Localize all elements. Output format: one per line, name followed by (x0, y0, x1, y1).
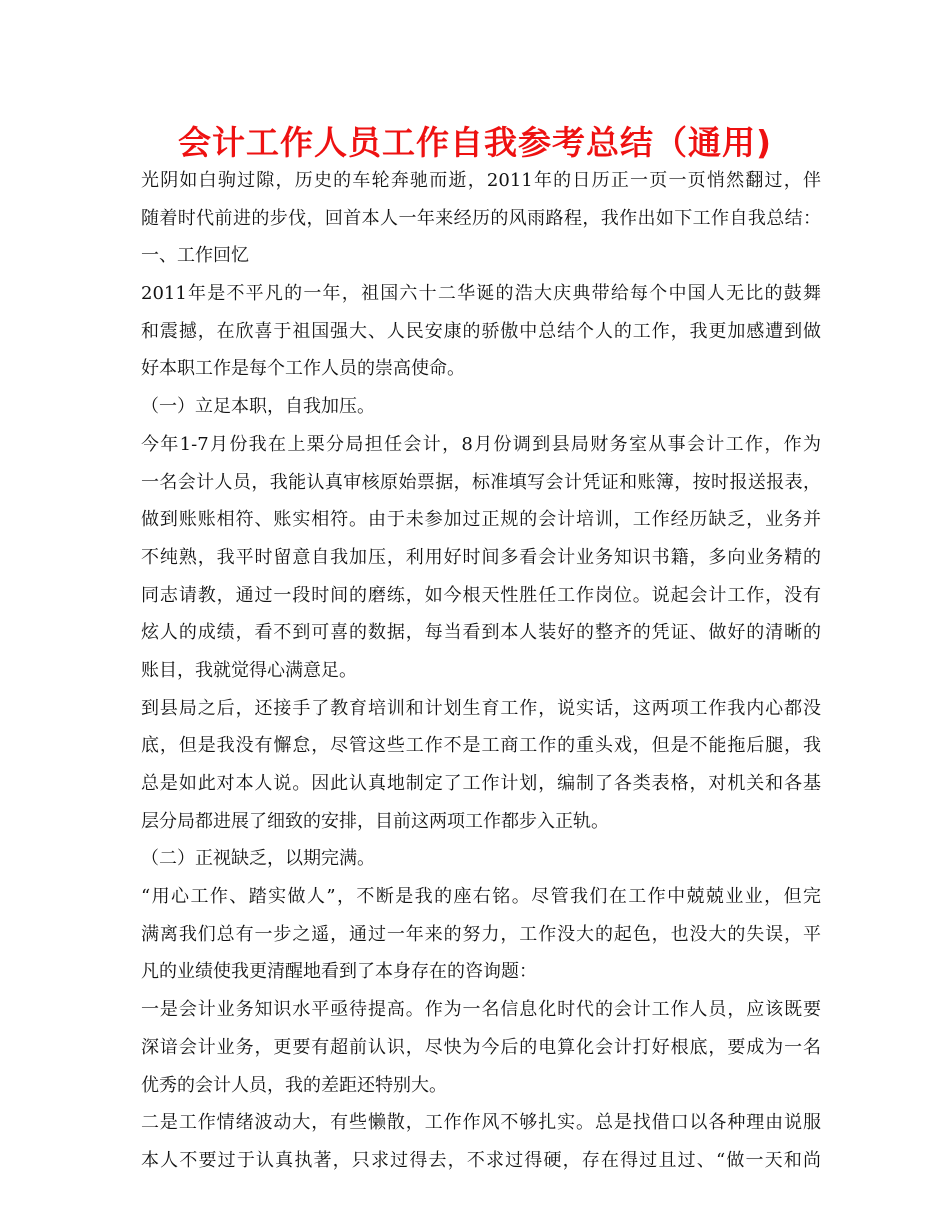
document-line: 深谙会计业务，更要有超前认识，尽快为今后的电算化会计打好根底，要成为一名 (141, 1036, 821, 1058)
document-line: 一是会计业务知识水平亟待提高。作为一名信息化时代的会计工作人员，应该既要 (141, 999, 821, 1021)
document-line: 不纯熟，我平时留意自我加压，利用好时间多看会计业务知识书籍，多向业务精的 (141, 546, 821, 568)
document-line: 到县局之后，还接手了教育培训和计划生育工作，说实话，这两项工作我内心都没 (141, 697, 821, 719)
document-line: 总是如此对本人说。因此认真地制定了工作计划，编制了各类表格，对机关和各基 (141, 773, 821, 794)
document-line: 底，但是我没有懈怠，尽管这些工作不是工商工作的重头戏，但是不能拖后腿，我 (141, 735, 821, 757)
document-line: 本人不要过于认真执著，只求过得去，不求过得硬，存在得过且过、“做一天和尚 (141, 1149, 821, 1171)
document-line: 同志请教，通过一段时间的磨练，如今根天性胜任工作岗位。说起会计工作，没有 (141, 584, 821, 606)
document-line: 和震撼，在欣喜于祖国强大、人民安康的骄傲中总结个人的工作，我更加感遭到做 (141, 320, 821, 342)
document-line: 好本职工作是每个工作人员的崇高使命。 (141, 358, 465, 380)
document-line: 一名会计人员，我能认真审核原始票据，标准填写会计凭证和账簿，按时报送报表， (141, 471, 821, 493)
document-title: 会计工作人员工作自我参考总结（通用) (177, 123, 773, 162)
document-line: “用心工作、踏实做人”，不断是我的座右铭。尽管我们在工作中兢兢业业，但完 (141, 886, 821, 908)
document-line: 做到账账相符、账实相符。由于未参加过正规的会计培训，工作经历缺乏，业务并 (141, 509, 821, 531)
document-line: 二是工作情绪波动大，有些懒散，工作作风不够扎实。总是找借口以各种理由说服 (141, 1112, 821, 1134)
document-line: 今年1-7月份我在上栗分局担任会计，8月份调到县局财务室从事会计工作，作为 (141, 433, 821, 455)
document-line: 一、工作回忆 (141, 245, 249, 267)
document-line: 随着时代前进的步伐，回首本人一年来经历的风雨路程，我作出如下工作自我总结： (141, 207, 821, 229)
document-line: 炫人的成绩，看不到可喜的数据，每当看到本人装好的整齐的凭证、做好的清晰的 (141, 622, 821, 644)
document-line: （二）正视缺乏，以期完满。 (141, 848, 375, 870)
document-line: 凡的业绩使我更清醒地看到了本身存在的咨询题： (141, 961, 537, 983)
document-line: （一）立足本职，自我加压。 (141, 396, 375, 418)
document-line: 满离我们总有一步之遥，通过一年来的努力，工作没大的起色，也没大的失误，平 (141, 923, 821, 945)
document-line: 光阴如白驹过隙，历史的车轮奔驰而逝，2011年的日历正一页一页悄然翻过，伴 (141, 170, 821, 191)
document-line: 层分局都进展了细致的安排，目前这两项工作都步入正轨。 (141, 810, 609, 832)
document-body (141, 162, 821, 1180)
document-line: 优秀的会计人员，我的差距还特别大。 (141, 1074, 447, 1096)
document-line: 2011年是不平凡的一年，祖国六十二华诞的浩大庆典带给每个中国人无比的鼓舞 (141, 283, 821, 305)
document-line: 账目，我就觉得心满意足。 (141, 659, 357, 681)
